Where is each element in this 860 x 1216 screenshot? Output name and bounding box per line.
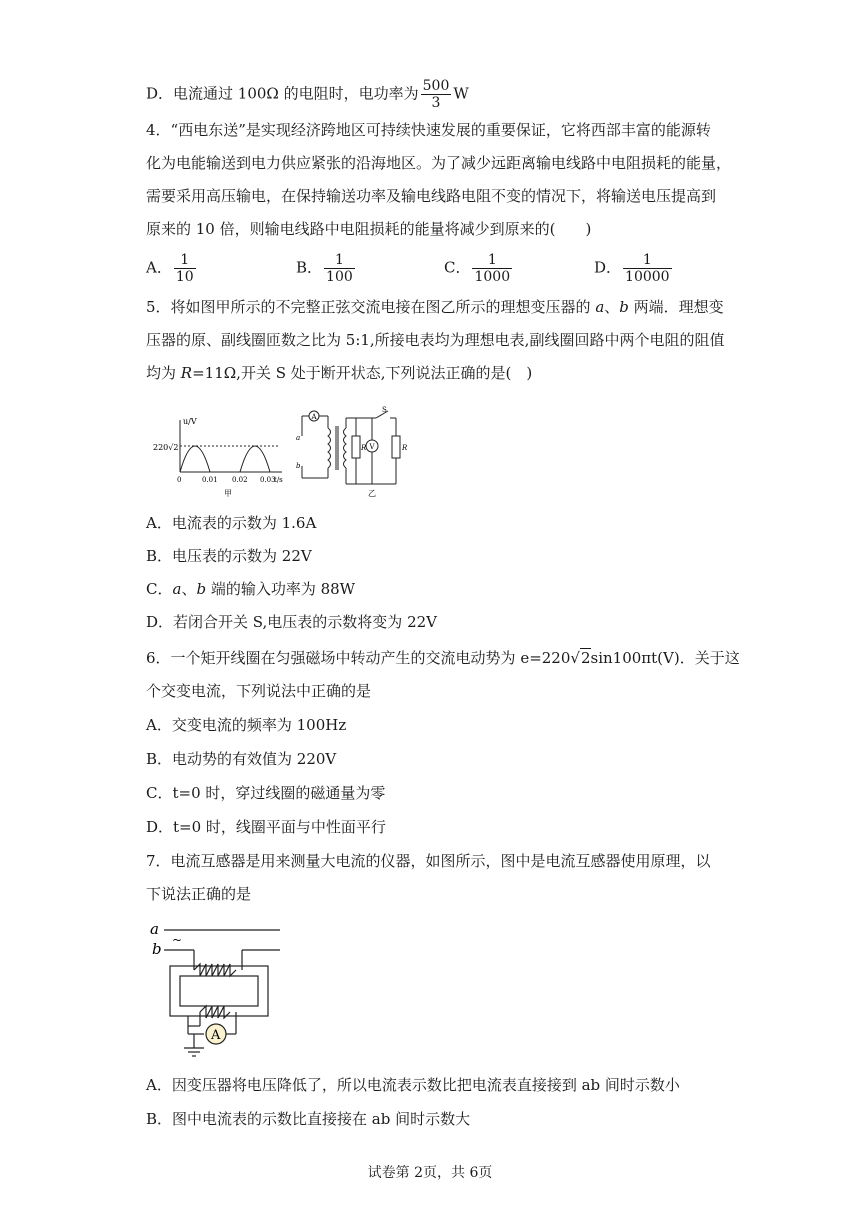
resistor-1 (352, 436, 360, 458)
q3-option-d-text: D．电流通过 100Ω 的电阻时，电功率为 (146, 84, 419, 103)
q7-option-b[interactable]: B．图中电流表的示数比直接接在 ab 间时示数大 (146, 1110, 471, 1128)
svg-text:A: A (311, 413, 317, 421)
q7-option-a[interactable]: A．因变压器将电压降低了，所以电流表示数比把电流表直接接到 ab 间时示数小 (146, 1076, 680, 1094)
figure-caption: 甲 (224, 489, 232, 498)
secondary-coil (344, 428, 347, 468)
terminal-b: b (296, 462, 301, 470)
svg-text:V: V (369, 443, 375, 451)
half-wave-2 (240, 446, 270, 472)
current-transformer-diagram (150, 916, 285, 1066)
peak-label: 220√2 (153, 443, 179, 452)
q4-line-4: 原来的 10 倍，则输电线路中电阻损耗的能量将减少到原来的( ) (146, 220, 592, 238)
svg-text:R: R (361, 444, 367, 452)
q5-line-1: 5．将如图甲所示的不完整正弦交流电接在图乙所示的理想变压器的 a、b 两端．理想变 (146, 298, 724, 316)
x-axis-label: t/s (274, 476, 283, 484)
q5-option-a[interactable]: A．电流表的示数为 1.6A (146, 514, 317, 532)
fraction: $\frac{1}{1000}$ (474, 252, 511, 285)
sqrt-sign: √ (570, 649, 580, 667)
q4-option-a[interactable]: A． $\frac{1}{10}$ (146, 252, 194, 285)
q5-option-d[interactable]: D．若闭合开关 S,电压表的示数将变为 22V (146, 613, 437, 631)
tick-label: 0.01 (202, 476, 218, 484)
q6-line-2: 个交变电流，下列说法中正确的是 (146, 682, 372, 700)
q5-option-b[interactable]: B．电压表的示数为 22V (146, 547, 312, 565)
q4-line-2: 化为电能输送到电力供应紧张的沿海地区。为了减少远距离输电线路中电阻损耗的能量， (146, 154, 732, 172)
tick-label: 0.02 (232, 476, 248, 484)
fraction: $\frac{500}{3}$ (422, 78, 450, 111)
waveform-graph (150, 410, 290, 500)
q6-option-c[interactable]: C．t=0 时，穿过线圈的磁通量为零 (146, 784, 386, 802)
primary-coil (328, 428, 331, 468)
q6-line-1: 6．一个矩开线圈在匀强磁场中转动产生的交流电动势为 e=220√2sin100πt(V)．关于这 (146, 649, 740, 667)
q3-option-d: D．电流通过 100Ω 的电阻时，电功率为 $\frac{500}{3}$ W (146, 78, 469, 111)
q4-line-1: 4．“西电东送”是实现经济跨地区可持续快速发展的重要保证，它将西部丰富的能源转 (146, 121, 711, 139)
fraction: $\frac{1}{10000}$ (625, 252, 670, 285)
ammeter-label: A (211, 1028, 221, 1043)
q5-line-2: 压器的原、副线圈匝数之比为 5:1,所接电表均为理想电表,副线圈回路中两个电阻的阻值 (146, 331, 725, 349)
figure-caption: 乙 (368, 489, 376, 498)
q4-line-3: 需要采用高压输电，在保持输送功率及输电线路电阻不变的情况下，将输送电压提高到 (146, 187, 717, 205)
transformer-circuit (296, 406, 416, 498)
q4-option-c[interactable]: C． $\frac{1}{1000}$ (444, 252, 511, 285)
terminal-a: a (296, 434, 301, 442)
q6-option-d[interactable]: D．t=0 时，线圈平面与中性面平行 (146, 818, 386, 836)
resistor-2 (392, 436, 400, 458)
page-footer: 试卷第 2页，共 6页 (367, 1165, 493, 1181)
y-axis-label: u/V (183, 417, 197, 426)
ac-symbol: ~ (172, 933, 183, 947)
q5-option-c[interactable]: C．a、b 端的输入功率为 88W (146, 580, 356, 598)
q7-line-2: 下说法正确的是 (146, 885, 252, 903)
label-a: a (150, 920, 159, 938)
svg-text:S: S (382, 406, 387, 414)
q4-option-b[interactable]: B． $\frac{1}{100}$ (296, 252, 353, 285)
tick-label: 0.03 (260, 476, 276, 484)
q6-option-b[interactable]: B．电动势的有效值为 220V (146, 750, 337, 768)
q5-line-3: 均为 R=11Ω,开关 S 处于断开状态,下列说法正确的是( ) (146, 364, 533, 382)
label-b: b (152, 940, 162, 958)
q7-line-1: 7．电流互感器是用来测量大电流的仪器，如图所示，图中是电流互感器使用原理，以 (146, 852, 711, 870)
q6-option-a[interactable]: A．交变电流的频率为 100Hz (146, 716, 347, 734)
fraction: $\frac{1}{10}$ (175, 252, 194, 285)
fraction: $\frac{1}{100}$ (326, 252, 353, 285)
tick-label: 0 (177, 476, 182, 484)
svg-text:R: R (402, 444, 408, 452)
half-wave-1 (180, 446, 210, 472)
q4-option-d[interactable]: D． $\frac{1}{10000}$ (594, 252, 670, 285)
